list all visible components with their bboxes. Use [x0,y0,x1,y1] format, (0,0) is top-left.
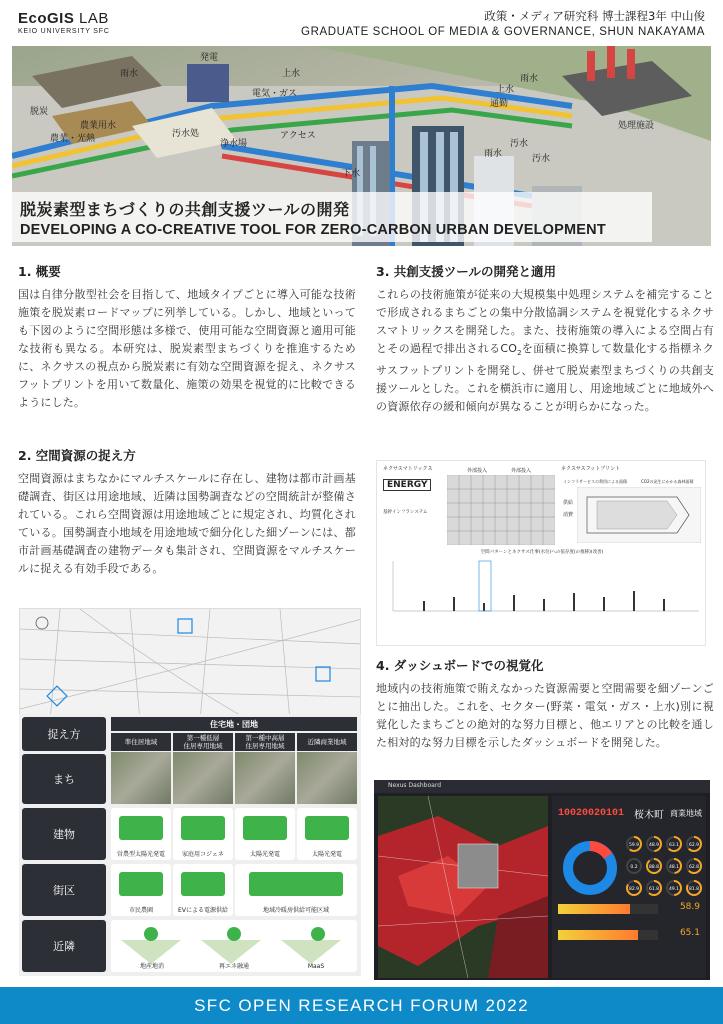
section-heading: 4. ダッシュボードでの視覚化 [376,658,544,673]
row-header-neighborhood: 近隣 [22,920,106,972]
section-heading: 3. 共創支援ツールの開発と適用 [376,264,557,279]
matrix-label: ネクサスマトリックス [383,466,433,472]
gauge-value: 62.8 [688,865,700,870]
gauge-value: 61.8 [648,887,660,892]
column-header: 準住居地域 [111,733,171,751]
matrix-label: CO2の発生にかかる森林面積 [641,479,694,484]
dashboard-titlebar [374,780,710,793]
gauge-value: 81.8 [688,887,700,892]
matrix-energy-label: ENERGY [383,479,431,491]
hero-label: 汚水 [532,154,551,164]
section-tool-development [376,262,714,416]
hero-label: 下水 [342,169,361,179]
solar-shop-icon [305,816,349,840]
town-name: 桜木町 [634,810,664,821]
hero-label: 処理施設 [618,121,655,131]
building-cell [173,808,233,860]
hero-label: 雨水 [520,74,539,84]
gauge-value: 88.8 [648,865,660,870]
aerial-photo [235,752,295,804]
zone-map [378,796,548,978]
hero-label: 脱炭 [30,107,49,117]
title-en: DEVELOPING A CO-CREATIVE TOOL FOR ZERO-CARBON URBAN DEVELOPMENT [20,222,606,238]
matrix-label: 消費 [563,512,574,518]
cell-label: 太陽光発電 [311,851,342,858]
solar-farm-icon [119,816,163,840]
ecogis-logo [18,10,110,35]
row-header-approach: 捉え方 [22,717,106,751]
author-block [301,8,705,38]
cell-label: 太陽光発電 [249,851,280,858]
title-jp: 脱炭素型まちづくりの共創支援ツールの開発 [20,200,350,219]
matrix-label: インフラサービスの利用による面積 [563,479,627,484]
index-bar-a [558,904,658,914]
hero-label: 雨水 [484,149,503,159]
gauge-value: 63.1 [668,843,680,848]
nexus-dashboard-figure [374,780,710,980]
hero-label: 発電 [200,53,219,63]
row-header-building: 建物 [22,808,106,860]
district-heating-icon [249,872,343,896]
logo-sub: KEIO UNIVERSITY SFC [18,28,110,35]
gauge-value: 49.1 [668,887,680,892]
matrix-label: ネクスサスフットプリント [561,466,620,472]
gauge-value: 48.9 [648,843,660,848]
footprint-diagram [577,487,701,543]
column-header: 第一種中高層 住居専用地域 [235,733,295,751]
footer-banner: SFC OPEN RESEARCH FORUM 2022 [0,987,723,1024]
cell-label: 地域冷暖房供給可能区域 [262,907,329,914]
hero-label: 汚水処 [172,129,200,139]
matrix-label: 外部投入 [511,468,532,474]
matrix-label: 基幹インフラシステム [383,510,428,515]
column-header: 近隣商業地域 [297,733,357,751]
section-body: 地域内の技術施策で賄えなかった資源需要と空間需要を細ゾーンごとに抽出した。これを、セクター(野菜・電気・ガス・上水)別に視覚化したまちごとの絶対的な努力目標と、他エリアとの比較を通した相対的な努力目標を示したダッシュボードを開発した。 [376,682,714,749]
hero-label: 上水 [496,85,515,95]
chart-title: 空間パターンとネクサス仕事(水位)への依存度(の推移)(改善) [480,550,604,555]
table-top-header: 住宅地・団地 [111,717,357,731]
cell-label: EVによる電源供給 [178,907,228,914]
building-cell [235,808,295,860]
cogeneration-icon [181,816,225,840]
logo-main: EcoGIS LAB [18,10,109,27]
section-heading: 1. 概要 [18,264,61,279]
author-jp: 政策・メディア研究科 博士課程3年 中山俊 [484,9,705,23]
spatial-resource-table [19,714,361,976]
district-type: 商業地域 [670,809,702,818]
dashboard-title: Nexus Dashboard [388,782,442,789]
cell-label: 市民農園 [128,907,153,914]
neighborhood-row [111,920,357,972]
hero-label: 農業用水 [80,121,117,131]
section-dashboard [376,656,714,752]
dashboard-panel [552,796,706,978]
matrix-label: 外部投入 [467,468,488,474]
ring-chart [558,836,622,900]
dashboard-map [378,796,548,978]
building-cell [297,808,357,860]
gauge-value: 62.9 [688,843,700,848]
section-spatial-resources [18,446,356,578]
index-value-a: 58.9 [679,902,700,912]
hero-label: 農業・光熱 [50,134,96,144]
index-value-b: 65.1 [679,928,700,938]
aerial-photo [173,752,233,804]
section-body: 空間資源はまちなかにマルチスケールに存在し、建物は都市計画基礎調査、街区は用途地域、近隣は国勢調査などの空間統計が整備されている。これら空間資源は用途地域ごとに規定され、均質化されている。国勢調査小地域を用途地域で細分化した細ゾーンには、都市計画基礎調査の建物データも集計され、空間資源をマルチスケールに捉える有効手段である。 [18,472,356,575]
hero-label: 浄水場 [220,139,248,149]
row-header-block: 街区 [22,864,106,916]
spatial-map-figure [19,608,361,720]
section-heading: 2. 空間資源の捉え方 [18,448,136,463]
nexus-matrix-figure [376,460,706,646]
gauge-value: 0.2 [630,865,638,870]
gauge-grid [624,832,704,900]
street-map [20,609,361,720]
cell-label: MaaS [307,963,325,970]
gauge-value: 59.9 [628,843,640,848]
ev-icon [181,872,225,896]
aerial-photo [297,752,357,804]
author-en: GRADUATE SCHOOL OF MEDIA & GOVERNANCE, SHUN NAKAYAMA [301,26,705,38]
section-body: これらの技術施策が従来の大規模集中処理システムを補完することで形成されるまちごとの集中分散協調システムを視覚化するネクサスマトリックスを開発した。また、技術施策の導入による空間占有とその過程で排出される$CO_2$を面積に換算して数量化する指標ネクサスフットプリントを開発し、併せて脱炭素型まちづくりの共創支援ツールとした。これを横浜市に適用し、用途地域ごとに地域外への資源依存の緩和傾向が異なることが明らかになった。 [376,288,714,414]
hero-label: 通勤 [490,99,509,109]
index-bar-b [558,930,658,940]
section-body: 国は自律分散型社会を目指して、地域タイプごとに導入可能な技術施策を脱炭素ロードマップに列挙している。しかし、地域といっても下図のように空間形態は多様で、使用可能な空間資源と適用可能な技術も異なる。本研究は、脱炭素型まちづくりを推進するために、ネクサスの視点から脱炭素に有効な空間資源を捉え、ネクサスフットプリントを用いて数量化、施策の効果を視覚的に比較できるようにした。 [18,288,356,409]
garden-icon [119,872,163,896]
cell-label: 地産地消 [139,963,164,970]
block-cell [235,864,357,916]
matrix-grid [447,475,555,545]
gauge-value: 82.9 [628,887,640,892]
hero-label: 電気・ガス [252,89,298,99]
hero-label: 汚水 [510,139,529,149]
zone-id: 10020020101 [558,808,625,819]
cell-label: 再エネ融通 [218,963,249,970]
building-cell [111,808,171,860]
dependency-chart [383,557,701,643]
column-header: 第一種低層 住居専用地域 [173,733,233,751]
row-header-town: まち [22,754,106,804]
block-cell [111,864,171,916]
hero-label: 雨水 [120,69,139,79]
cell-label: 家庭用コジェネ [182,851,224,858]
cell-label: 営農型太陽光発電 [116,851,165,858]
hero-label: アクセス [280,131,316,141]
solar-building-icon [243,816,287,840]
matrix-label: 供給 [563,500,574,506]
block-cell [173,864,233,916]
hero-label: 上水 [282,69,301,79]
aerial-photo [111,752,171,804]
section-overview [18,262,356,412]
gauge-value: 48.1 [668,865,680,870]
